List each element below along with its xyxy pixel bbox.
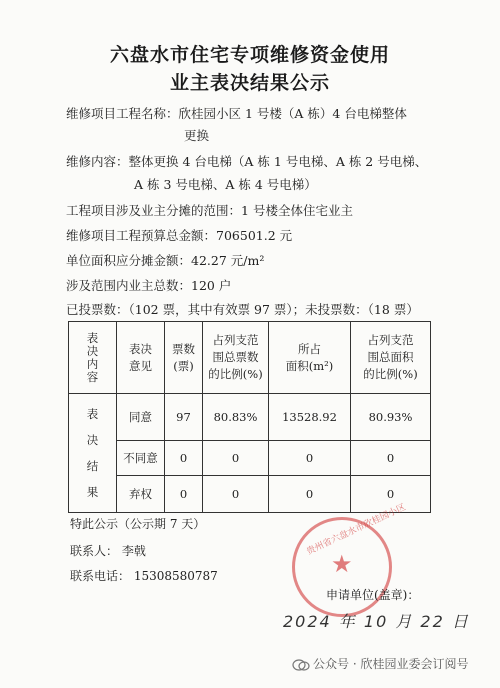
signature-date: 2024 年 10 月 22 日 <box>283 612 470 631</box>
contact-person: 联系人： 李戟 <box>70 544 146 558</box>
project-name-value: 欣桂园小区 1 号楼（A 栋）4 台电梯整体 <box>178 106 407 121</box>
notice-text: 特此公示（公示期 7 天） <box>70 517 206 531</box>
header-area: 所占 面积(m²) <box>269 322 351 394</box>
cell-votes: 0 <box>165 441 203 476</box>
budget-row <box>66 226 292 244</box>
project-name-row <box>66 104 407 122</box>
owners-row <box>66 276 231 294</box>
budget-label: 维修项目工程预算总金额： <box>66 228 217 243</box>
watermark-text: 公众号 · 欣桂园业委会订阅号 <box>313 657 469 671</box>
unit-amount-row <box>66 251 264 269</box>
cell-vote-ratio: 80.83% <box>203 394 269 441</box>
applicant-label: 申请单位(盖章)： <box>326 588 420 602</box>
content-row <box>66 152 427 170</box>
table-row <box>69 476 431 513</box>
owners-value: 120 户 <box>191 278 232 293</box>
seal-star-icon: ★ <box>331 550 353 578</box>
content-label: 维修内容： <box>66 154 129 169</box>
votes-cast-row: 已投票数：（102 票，其中有效票 97 票）；未投票数：（18 票） <box>66 302 419 317</box>
budget-value: 706501.2 元 <box>216 228 293 243</box>
watermark <box>292 655 468 672</box>
page-title-line-1: 六盘水市住宅专项维修资金使用 <box>109 44 390 66</box>
scope-value: 1 号楼全体住宅业主 <box>241 203 353 218</box>
cell-area: 0 <box>269 441 351 476</box>
header-votes: 票数 (票) <box>165 322 203 394</box>
scope-label: 工程项目涉及业主分摊的范围： <box>66 203 242 218</box>
header-vote-ratio: 占列支范 围总票数 的比例(%) <box>203 322 269 394</box>
seal-text: 贵州省六盘水市欣桂园小区 <box>305 502 408 558</box>
project-name-label: 维修项目工程名称： <box>66 106 179 121</box>
cell-votes: 97 <box>165 394 203 441</box>
project-name-value-cont: 更换 <box>184 128 210 143</box>
vote-result-table <box>68 321 431 513</box>
table-row <box>69 441 431 476</box>
header-opinion: 表决 意见 <box>117 322 165 394</box>
header-vote-content: 表 决 内 容 <box>69 322 117 394</box>
page-title-line-2: 业主表决结果公示 <box>169 72 330 94</box>
table-row <box>69 394 431 441</box>
content-value: 整体更换 4 台电梯（A 栋 1 号电梯、A 栋 2 号电梯、 <box>128 154 428 169</box>
cell-area: 13528.92 <box>269 394 351 441</box>
cell-area-ratio: 80.93% <box>351 394 431 441</box>
cell-area-ratio: 0 <box>351 441 431 476</box>
owners-label: 涉及范围内业主总数： <box>66 278 192 293</box>
cell-votes: 0 <box>165 476 203 513</box>
cell-opinion: 同意 <box>117 394 165 441</box>
cell-vote-ratio: 0 <box>203 441 269 476</box>
wechat-icon <box>292 659 310 671</box>
table-header-row <box>69 322 431 394</box>
cell-vote-ratio: 0 <box>203 476 269 513</box>
unit-amount-value: 42.27 元/m² <box>191 253 265 268</box>
cell-area-ratio: 0 <box>351 476 431 513</box>
cell-opinion: 不同意 <box>117 441 165 476</box>
cell-opinion: 弃权 <box>117 476 165 513</box>
cell-area: 0 <box>269 476 351 513</box>
header-area-ratio: 占列支范 围总面积 的比例(%) <box>351 322 431 394</box>
scope-row <box>66 201 353 219</box>
content-value-cont: A 栋 3 号电梯、A 栋 4 号电梯） <box>134 177 317 192</box>
row-group-label: 表 决 结 果 <box>69 394 117 513</box>
unit-amount-label: 单位面积应分摊金额： <box>66 253 192 268</box>
contact-phone: 联系电话： 15308580787 <box>70 569 218 583</box>
